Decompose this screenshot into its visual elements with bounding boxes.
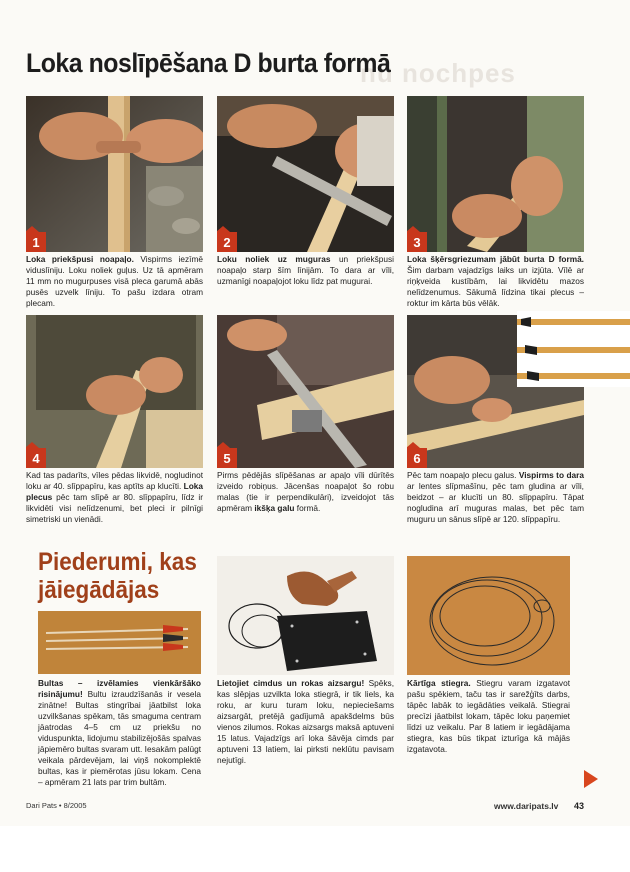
step-4-caption-text: pēc tam slīpē ar 80. slīppapīru, līdz ir likvidēti visi nelīdzenumi, bet pleci ir pilnīgi simetriski un vienādi. (26, 492, 203, 524)
step-3-caption-bold: Loka šķērsgriezumam jābūt burta D formā. (407, 254, 584, 264)
step-6-caption (407, 470, 584, 525)
step-3-photo (407, 96, 584, 252)
bowstring-caption-heading: Kārtīga stiegra. (407, 678, 471, 688)
step-5-caption-bold: ikšķa galu (254, 503, 295, 513)
bowstring-caption-text: Stiegru varam izgatavot pašu spēkiem, taču tas ir sarežģīts darbs, tāpēc labāk to iegādāties veikalā. Stiegrai precīzi jāatbilst lokam, tāpēc loku paņemiet līdzi uz veikalu. Par 8 latiem ir iegādājama stiegra, kas būs tikpat izturīga kā mājās izgatavota. (407, 678, 570, 754)
step-4-badge: 4 (26, 448, 46, 468)
page-number: 43 (574, 801, 585, 811)
next-page-arrow-icon (584, 770, 598, 788)
step-2-caption (217, 254, 394, 287)
section-title-line2: jāiegādājas (38, 576, 160, 604)
step-2-caption-text: un priekšpusi noapaļo starp šīm līnijām. To dara ar vīli, uzmanīgi noapaļojot loku līdz pat mugurai. (217, 254, 394, 286)
section-title (38, 548, 197, 604)
arrows-caption-text: Bultu izraudzīšanās ir vesela zinātne! Bultas stingrībai jāatbilst loka uzvilkšanas spēkam, tās smaguma centram jāatrodas 4–5 cm uz priekšu no viduspunkta, lidojumu stabilizējošās spalvas jāpiemēro bultas svaram utt. Iesakām palūgt veikala pārdevējam, lai viņš nokomplektē bultas, kas ir piemērotas jūsu lokam. Cena – apmēram 21 lats par trim bultām. (38, 689, 201, 787)
step-4-caption (26, 470, 203, 525)
step-5-caption (217, 470, 394, 514)
step-1-caption (26, 254, 203, 309)
step-5-caption-pre: Pirms pēdējās slīpēšanas ar apaļo vīli dūrītēs izveido robiņus. Jācenšas noapaļot šo robu malas (tie ir perpendikulāri), izveidojot tās apmēram (217, 470, 394, 513)
bowstring-photo (407, 556, 570, 675)
step-6-caption-pre: Pēc tam noapaļo plecu galus. (407, 470, 519, 480)
step-5-caption-text: formā. (294, 503, 321, 513)
scan-margin (0, 826, 630, 872)
step-3-caption-text: Šim darbam vajadzīgs laiks un izjūta. Vīlē ar riņķveida kustībām, lai likvidētu mazos nelīdzenumus. Sākumā līdzina tikai plecus – roktur im kārta būs vēlāk. (407, 265, 584, 308)
step-1-caption-text: Vispirms iezīmē viduslīniju. Loku noliek guļus. Uz tā apmēram 11 mm no mugurpuses visā pleca garumā abās pusēs uzvelk līniju. To pašu izdara otram plecam. (26, 254, 203, 308)
step-3-badge: 3 (407, 232, 427, 252)
step-5-badge: 5 (217, 448, 237, 468)
arrows-caption (38, 678, 201, 788)
step-2-photo (217, 96, 394, 252)
glove-caption-heading: Lietojiet cimdus un rokas aizsargu! (217, 678, 365, 688)
section-title-line1: Piederumi, kas (38, 548, 197, 576)
step-1-badge: 1 (26, 232, 46, 252)
step-6-badge: 6 (407, 448, 427, 468)
step-4-caption-pre: Kad tas padarīts, vīles pēdas likvidē, nogludinot loku ar 40. slīppapīru, kas aptīts ap klucīti. (26, 470, 203, 491)
arrows-photo (38, 611, 201, 674)
step-2-badge: 2 (217, 232, 237, 252)
page-title: Loka noslīpēšana D burta formā (26, 48, 391, 78)
step-3-caption (407, 254, 584, 309)
step-2-caption-bold: Loku noliek uz muguras (217, 254, 331, 264)
bleed-through-text: nu nochpes (360, 58, 516, 88)
glove-caption (217, 678, 394, 766)
footer-url: www.daripats.lv (494, 801, 559, 811)
step-1-photo (26, 96, 203, 252)
arrows-caption-heading: Bultas – izvēlamies vienkāršāko risinājumu! (38, 678, 201, 699)
step-4-caption-bold: Loka plecus (26, 481, 203, 502)
step-4-photo (26, 315, 203, 468)
bowstring-caption (407, 678, 570, 755)
footer-issue: Dari Pats • 8/2005 (26, 801, 87, 810)
step-6-caption-bold: Vispirms to dara (518, 470, 584, 480)
glove-caption-text: Spēks, kas slēpjas uzvilkta loka stiegrā, ir tik liels, ka roku, ar kuru turam loku, nepieciešams aizsargāt, pretējā gadījumā apakšdelms būs vienos zilumos. Rokas aizsargs maksā aptuveni 15 latus. Vajadzīgs arī loka šāvēja cimds par aptuveni 13 latiem, lai pirksti neklūtu pavisam nejutīgi. (217, 678, 394, 765)
bow-tips-inset (517, 311, 630, 387)
glove-armguard-photo (217, 556, 394, 675)
step-6-caption-text: ar lentes slīpmašīnu, pēc tam gludina ar vīli, beidzot – ar klucīti un 80. slīppapīru. Tāpat nogludina arī muguras malas, bet pēc tam muguru un sānus slīpē ar 120. slīppapīru. (407, 481, 584, 524)
step-5-photo (217, 315, 394, 468)
step-1-caption-bold: Loka priekšpusi noapaļo. (26, 254, 134, 264)
